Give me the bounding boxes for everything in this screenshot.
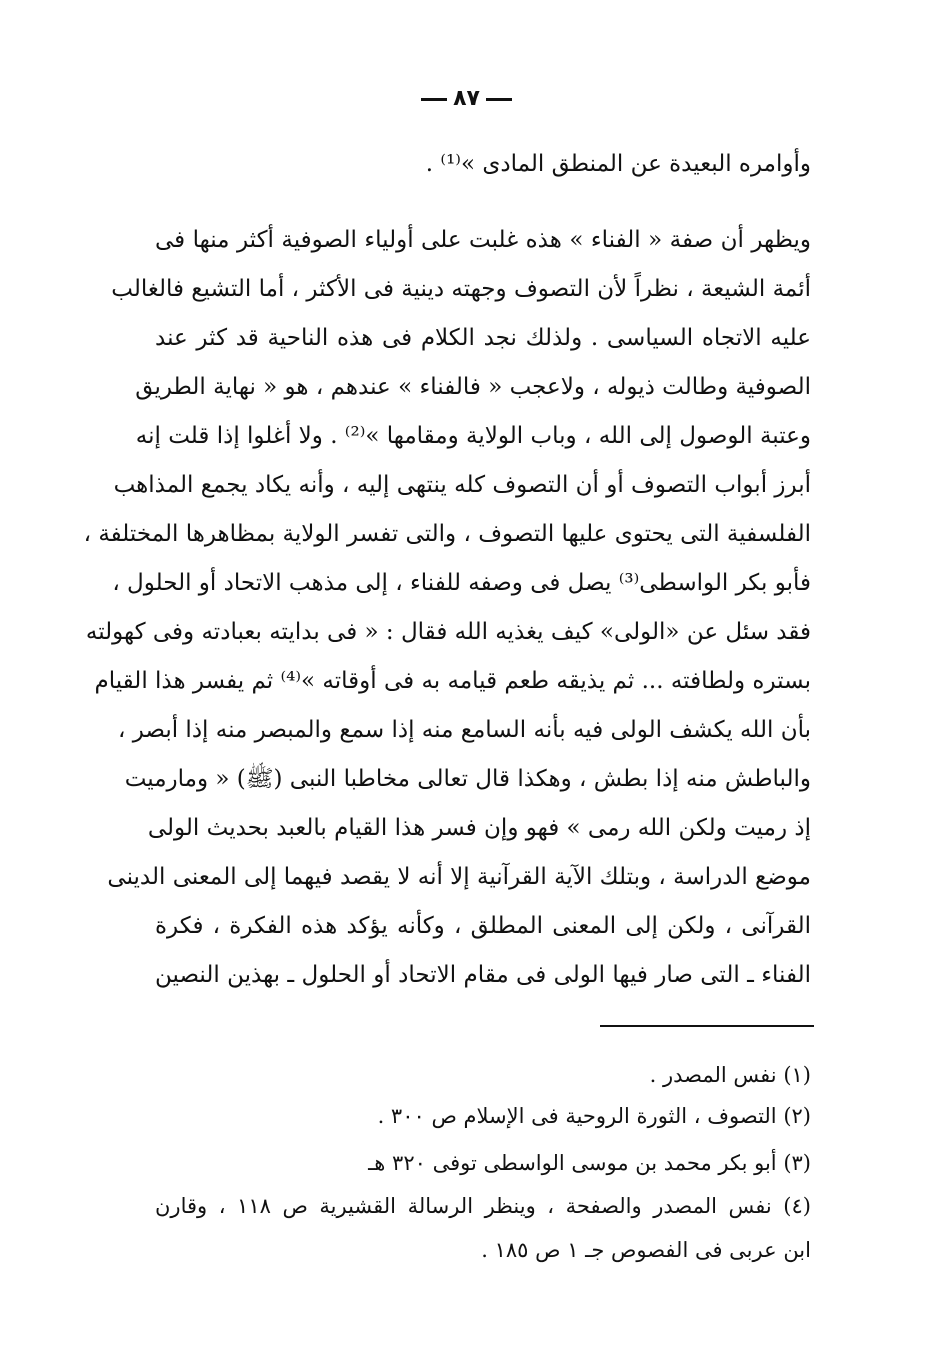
body-line: الفناء ـ التى صار فيها الولى فى مقام الاتحاد أو الحلول ـ بهذين النصين (155, 962, 811, 988)
body-line: عليه الاتجاه السياسى . ولذلك نجد الكلام فى هذه الناحية قد كثر عند (155, 325, 811, 351)
body-line: القرآنى ، ولكن إلى المعنى المطلق ، وكأنه يؤكد هذه الفكرة ، فكرة (155, 913, 811, 939)
body-line: الصوفية وطالت ذيوله ، ولاعجب « فالفناء » عندهم ، هو « نهاية الطريق (135, 374, 811, 400)
footnote-separator (600, 1025, 814, 1027)
body-line: إذ رميت ولكن الله رمى » فهو وإن فسر هذا القيام بالعبد بحديث الولى (147, 815, 811, 841)
body-line: الفلسفية التى يحتوى عليها التصوف ، والتى تفسر الولاية بمظاهرها المختلفة ، (83, 521, 811, 547)
footnote-1: (١) نفس المصدر . (649, 1063, 811, 1087)
body-line: أئمة الشيعة ، نظراً لأن التصوف وجهته دينية فى الأكثر ، أما التشيع فالغالب (111, 276, 811, 302)
body-line: والباطش منه إذا بطش ، وهكذا قال تعالى مخاطبا النبى (ﷺ) « ومارميت (124, 766, 811, 792)
right-dash (486, 98, 512, 101)
footnote-3: (٣) أبو بكر محمد بن موسى الواسطى توفى ٣٢٠ هـ (368, 1151, 811, 1175)
body-line: ويظهر أن صفة « الفناء » هذه غلبت على أولياء الصوفية أكثر منها فى (155, 227, 811, 253)
body-line: بأن الله يكشف الولى فيه بأنه السامع منه إذا سمع والمبصر منه إذا أبصر ، (117, 717, 811, 743)
body-line: موضع الدراسة ، وبتلك الآية القرآنية إلا أنه لا يقصد فيهما إلى المعنى الدينى (107, 864, 811, 890)
footnote-2: (٢) التصوف ، الثورة الروحية فى الإسلام ص ٣٠٠ . (377, 1104, 811, 1128)
body-line: وعتبة الوصول إلى الله ، وباب الولاية ومقامها »⁽²⁾ . ولا أغلوا إذا قلت إنه (135, 423, 811, 449)
body-line: أبرز أبواب التصوف أو أن التصوف كله ينتهى إليه ، وأنه يكاد يجمع المذاهب (113, 472, 811, 498)
footnote-4-continuation: ابن عربى فى الفصوص جـ ١ ص ١٨٥ . (481, 1238, 811, 1262)
page-number-header (0, 86, 933, 111)
page-number: ٨٧ (453, 86, 480, 111)
body-line: فأبو بكر الواسطى⁽³⁾ يصل فى وصفه للفناء ، إلى مذهب الاتحاد أو الحلول ، (112, 570, 811, 596)
footnote-4: (٤) نفس المصدر والصفحة ، وينظر الرسالة القشيرية ص ١١٨ ، وقارن (155, 1194, 811, 1218)
body-line: فقد سئل عن «الولى» كيف يغذيه الله فقال : « فى بدايته بعبادته وفى كهولته (85, 619, 811, 645)
left-dash (421, 98, 447, 101)
body-line: وأوامره البعيدة عن المنطق المادى »⁽¹⁾ . (425, 151, 811, 177)
body-line: بستره ولطافته ... ثم يذيقه طعم قيامه به فى أوقاته »⁽⁴⁾ ثم يفسر هذا القيام (94, 668, 811, 694)
